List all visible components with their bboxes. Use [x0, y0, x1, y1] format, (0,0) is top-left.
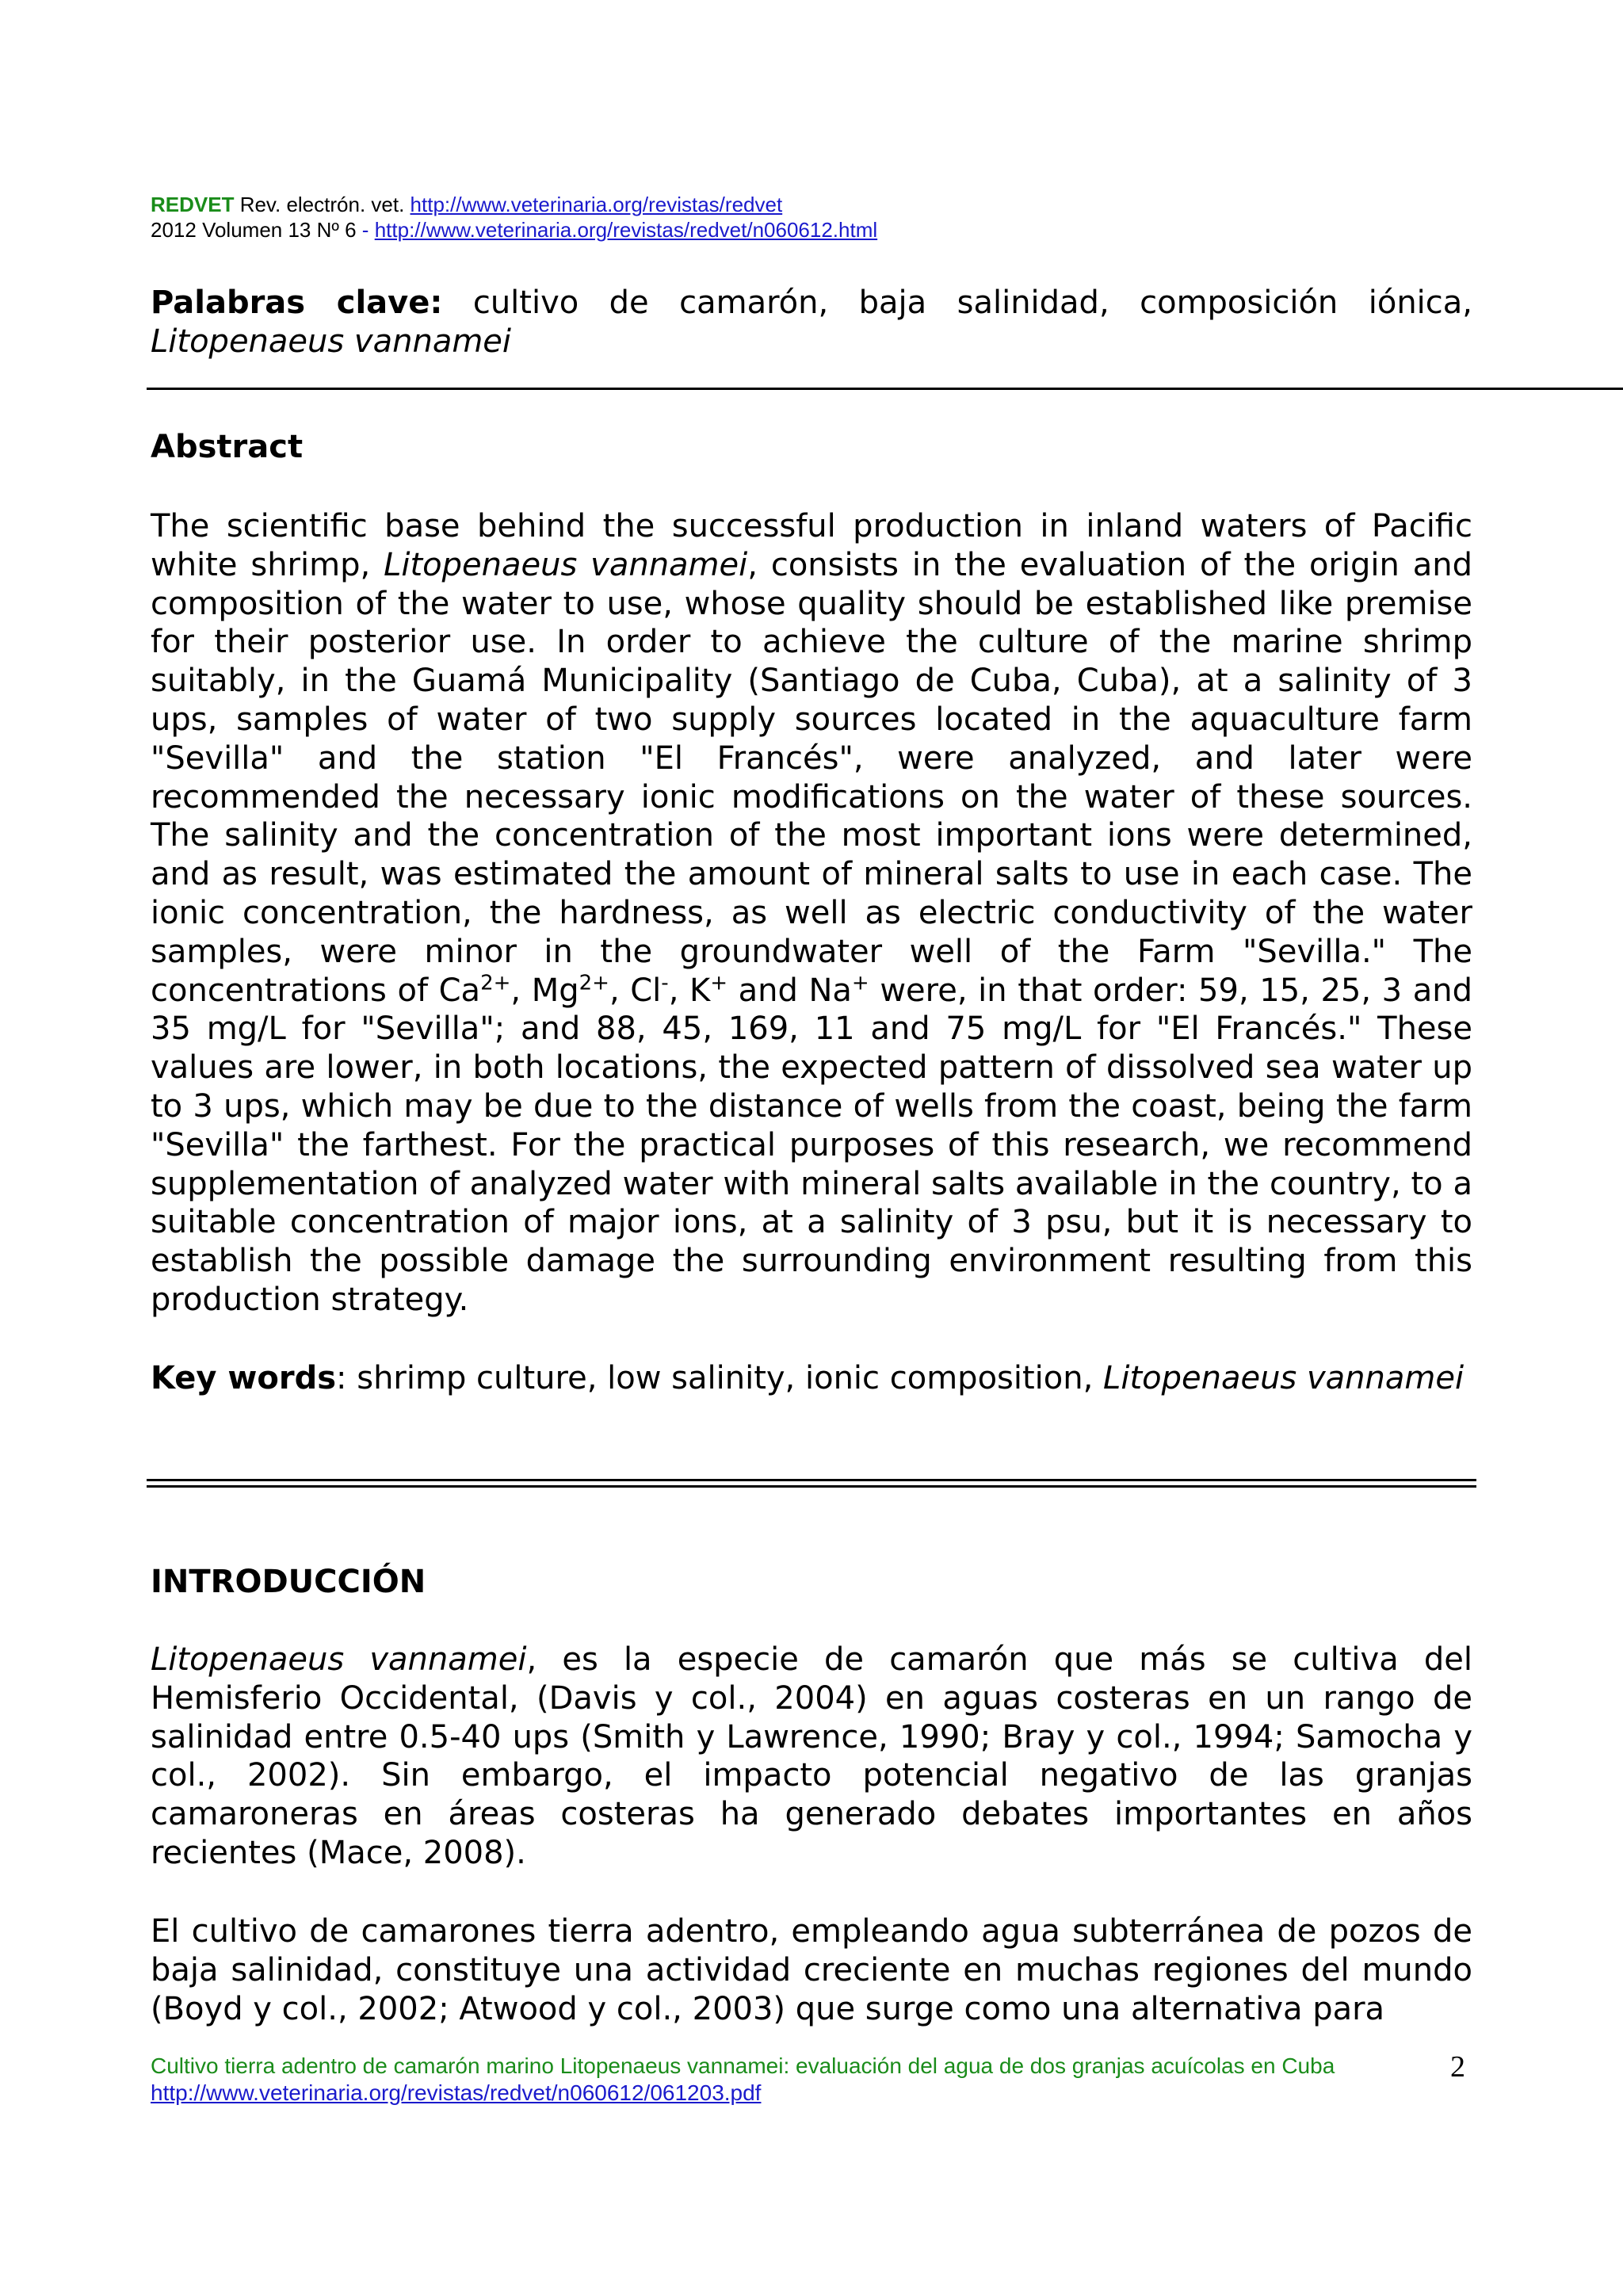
double-rule-bottom	[147, 1485, 1476, 1488]
abstract-species: Litopenaeus vannamei	[384, 546, 748, 583]
header-line-2	[151, 217, 877, 243]
intro-text-1a: , es la especie de camarón que más se cultiva del Hemisferio Occidental, (Davis y col	[151, 1641, 1472, 1717]
introduction-heading: INTRODUCCIÓN	[151, 1564, 426, 1600]
double-rule-top	[147, 1479, 1476, 1481]
abstract-text-3: were, in that order: 59, 15, 25, 3 and 35 mg/L for "Sevilla"; and 88, 45, 169, 11 and 75 mg/L for "El Francés." These values are lower, in both locations, the expected pattern of dissolved sea water up to 3 ups, which may be due to the distance of wells from the coast, being the farm "Sevilla" the farthest. For the practical purposes of this research, we recommend supplementation of analyzed water with mineral salts available in the country, to a suitable concentration of major ions, at a salinity of 3 psu, but it is necessary to establish the possible damage the surrounding environment resulting from this production strategy.	[151, 972, 1472, 1318]
abstract-na: and Na	[727, 972, 852, 1009]
keywords-english	[151, 1359, 1472, 1398]
volume-info: 2012 Volumen 13 Nº 6	[151, 218, 362, 242]
keywords-english-text: : shrimp culture, low salinity, ionic composition,	[336, 1360, 1104, 1396]
abstract-mg: , Mg	[510, 972, 579, 1009]
page-number: 2	[1450, 2050, 1465, 2084]
intro-text-1c: ., 2002). Sin embargo, el impacto potencial negativo de las granjas camaroneras en áreas costeras ha generado debates importantes en años recientes (Mace, 2008).	[151, 1757, 1472, 1871]
intro-paragraph-1	[151, 1641, 1472, 1873]
running-header	[151, 192, 877, 243]
superscript-cl: -	[661, 971, 669, 995]
superscript-mg: 2+	[579, 971, 609, 995]
abstract-cl: , Cl	[609, 972, 662, 1009]
section-divider	[147, 388, 1623, 390]
superscript-k: +	[710, 971, 728, 995]
issue-link[interactable]: http://www.veterinaria.org/revistas/redvet/n060612.html	[374, 218, 878, 242]
journal-link[interactable]: http://www.veterinaria.org/revistas/redvet	[410, 193, 783, 216]
superscript-ca: 2+	[480, 971, 511, 995]
keywords-spanish-text: cultivo de camarón, baja salinidad, composición iónica,	[442, 285, 1472, 321]
header-line-1	[151, 192, 877, 217]
abstract-heading: Abstract	[151, 429, 304, 465]
footer-title: Cultivo tierra adentro de camarón marino Litopenaeus vannamei: evaluación del agua de dos granjas acuícolas en Cuba	[151, 2053, 1335, 2078]
abstract-text-2: , consists in the evaluation of the origin and composition of the water to use, whose quality should be established like premise for their posterior use. In order to achieve the culture of the marine shrimp suitably, in the Guamá Municipality (Santiago de Cuba, Cuba), at a salinity of 3 ups, samples of water of two supply sources located in the aquaculture farm "Sevilla" and the station "El Francés", were analyzed, and later were recommended the necessary ionic modifications on the water of these sources. The salinity and the concentration of the most important ions were determined, and as result, was estimated the amount of mineral salts to use in each case. The ionic concentration, the hardness, as well as electric conductivity of the water samples, were minor in the groundwater well of the Farm "Sevilla." The concentrations of Ca	[151, 546, 1472, 1009]
running-footer	[151, 2053, 1335, 2107]
intro-text-1b: ., 2004) en aguas costeras en un rango de salinidad entre 0.5-40 ups (Smith y Lawrence, 1990; Bray y col., 1994; Samocha y col	[151, 1679, 1472, 1794]
journal-name: Rev. electrón. vet.	[234, 193, 411, 216]
abstract-paragraph	[151, 507, 1472, 1320]
journal-brand: REDVET	[151, 193, 235, 216]
intro-paragraph-2: El cultivo de camarones tierra adentro, empleando agua subterránea de pozos de baja salinidad, constituye una actividad creciente en muchas regiones del mundo (Boyd y col., 2002; Atwood y col., 2003) que surge como una alternativa para	[151, 1913, 1472, 2027]
abstract-text-1: The scientific base behind the successful production in inland waters of Pacific white shrimp,	[151, 508, 1472, 583]
keywords-english-label: Key words	[151, 1360, 337, 1396]
header-dash: -	[361, 218, 369, 242]
footer-pdf-link[interactable]: http://www.veterinaria.org/revistas/redvet/n060612/061203.pdf	[151, 2080, 762, 2105]
keywords-english-species: Litopenaeus vannamei	[1103, 1360, 1465, 1396]
intro-species: Litopenaeus vannamei	[151, 1641, 527, 1678]
abstract-k: , K	[668, 972, 711, 1009]
keywords-spanish-species: Litopenaeus vannamei	[151, 323, 512, 360]
superscript-na: +	[851, 971, 869, 995]
keywords-spanish-label: Palabras clave:	[151, 285, 443, 321]
keywords-spanish	[151, 284, 1472, 361]
